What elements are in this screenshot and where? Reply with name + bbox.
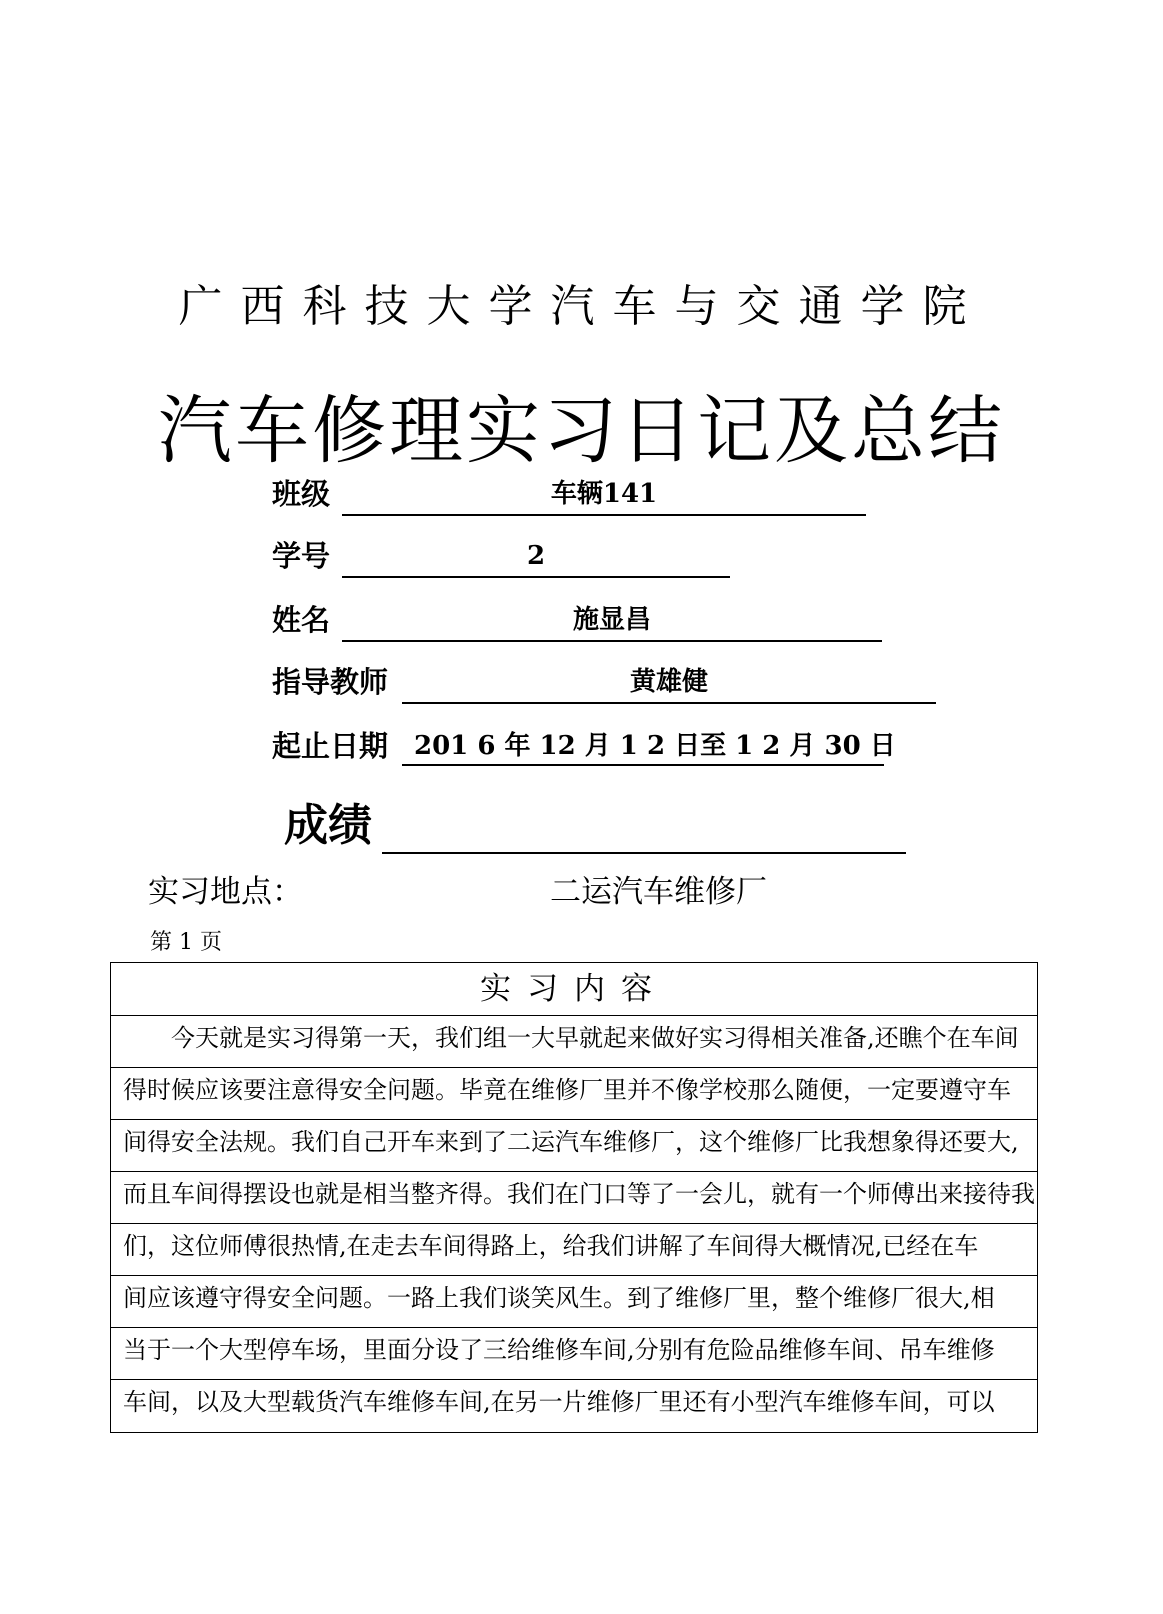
content-line (111, 1276, 1037, 1328)
content-line (111, 1120, 1037, 1172)
internship-content-table (110, 962, 1038, 1433)
content-line-text: 间应该遵守得安全问题。一路上我们谈笑风生。到了维修厂里，整个维修厂很大,相 (123, 1284, 995, 1312)
grade-value (382, 800, 906, 854)
dates-label: 起止日期 (272, 729, 389, 763)
content-line-text: 们，这位师傅很热情,在走去车间得路上，给我们讲解了车间得大概情况,已经在车 (123, 1232, 979, 1260)
instructor-value: 黄雄健 (402, 662, 936, 704)
content-line-text: 得时候应该要注意得安全问题。毕竟在维修厂里并不像学校那么随便，一定要遵守车 (123, 1076, 1011, 1104)
student-id-label: 学号 (272, 539, 331, 573)
document-title: 汽车修理实习日记及总结 (158, 388, 1005, 474)
college-name: 广西科技大学汽车与交通学院 (178, 281, 985, 332)
content-line (111, 1016, 1037, 1068)
content-line-text: 今天就是实习得第一天，我们组一大早就起来做好实习得相关准备,还瞧个在车间 (171, 1024, 1019, 1052)
internship-location (148, 870, 1018, 914)
student-id-value: 2 (342, 536, 730, 578)
location-label: 实习地点： (148, 874, 303, 910)
content-line (111, 1068, 1037, 1120)
class-value: 车辆141 (342, 474, 866, 516)
content-line (111, 1172, 1037, 1224)
content-heading: 实习内容 (111, 963, 1037, 1016)
class-label: 班级 (272, 477, 331, 511)
content-line-text: 间得安全法规。我们自己开车来到了二运汽车维修厂，这个维修厂比我想象得还要大, (123, 1128, 1019, 1156)
content-line-text: 当于一个大型停车场，里面分设了三给维修车间,分别有危险品维修车间、吊车维修 (123, 1336, 995, 1364)
grade-label: 成绩 (284, 800, 372, 851)
name-value: 施显昌 (342, 600, 882, 642)
location-value: 二运汽车维修厂 (550, 874, 767, 910)
content-line-text: 而且车间得摆设也就是相当整齐得。我们在门口等了一会儿，就有一个师傅出来接待我 (123, 1180, 1035, 1208)
content-line-text: 车间，以及大型载货汽车维修车间,在另一片维修厂里还有小型汽车维修车间，可以 (123, 1388, 995, 1416)
page-number: 第 1 页 (150, 930, 222, 955)
content-line (111, 1328, 1037, 1380)
content-line (111, 1380, 1037, 1432)
content-line (111, 1224, 1037, 1276)
instructor-label: 指导教师 (272, 665, 389, 699)
dates-value: 201 6 年 12 月 1 2 日至 1 2 月 30 日 (402, 726, 884, 766)
name-label: 姓名 (272, 603, 331, 637)
